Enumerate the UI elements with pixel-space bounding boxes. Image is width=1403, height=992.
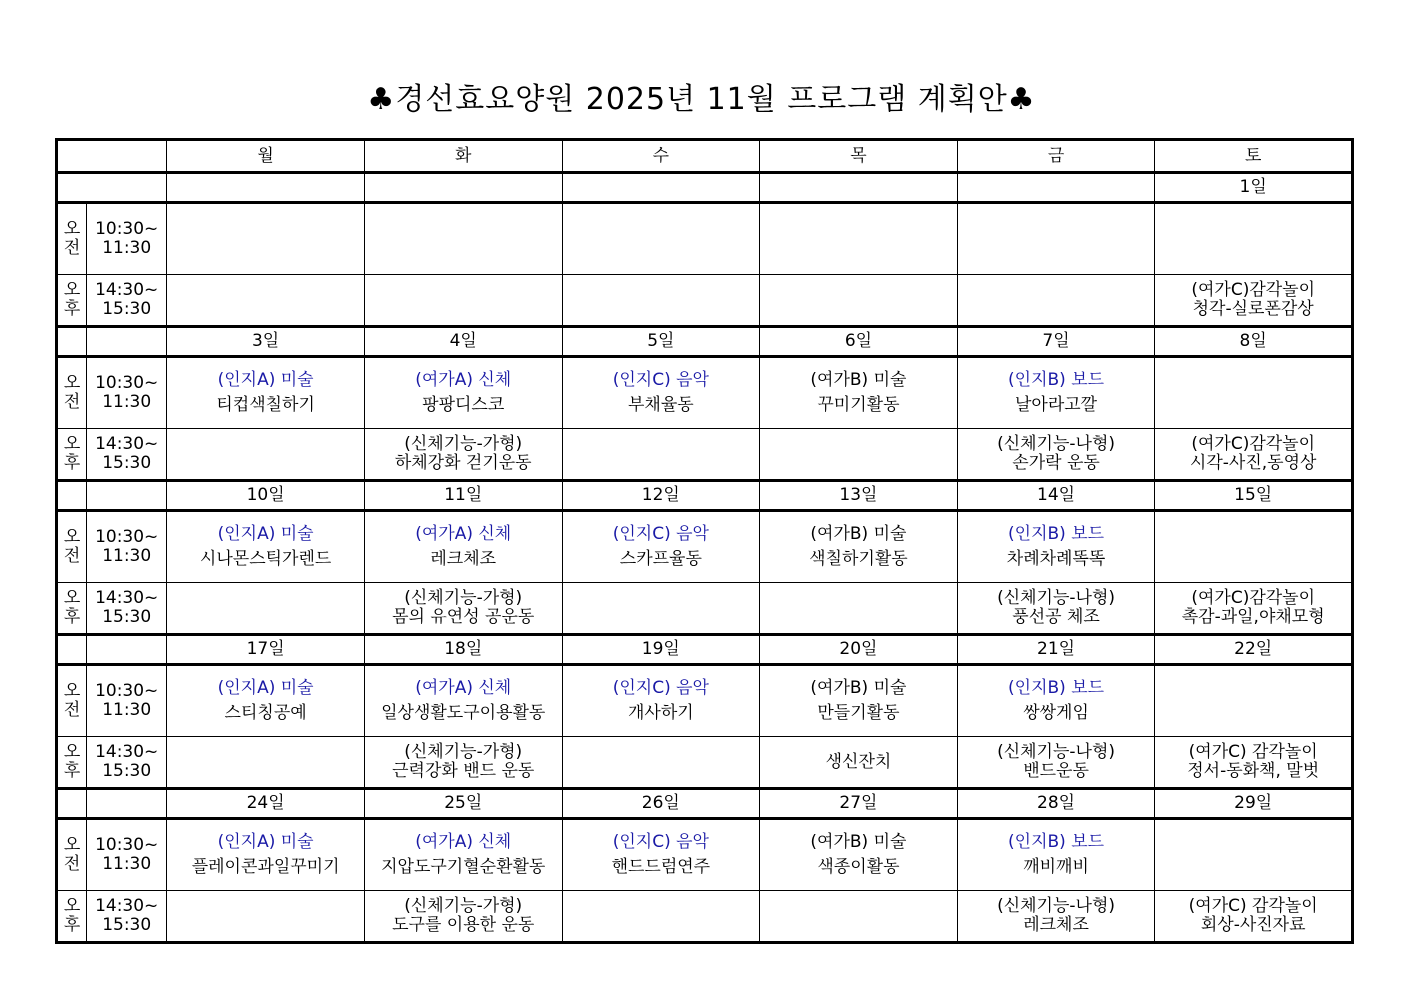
date-cell: 1일 [1155,173,1353,203]
date-cell: 8일 [1155,327,1353,357]
pm-time-cell [87,583,167,635]
afternoon-program-cell [364,891,562,943]
date-cell: 21일 [957,635,1155,665]
morning-row [57,357,1353,429]
morning-program-cell [562,511,760,583]
afternoon-program-cell [760,891,958,943]
pm-time-end: 15:30 [102,761,152,781]
pm-label-cell [57,275,87,327]
program-category: (여가A) 신체 [415,370,512,390]
morning-program-cell [364,511,562,583]
program-category: (여가A) 신체 [415,832,512,852]
pm-label-1: 오 [63,742,81,762]
afternoon-program-cell [760,275,958,327]
weekday-tue: 화 [364,140,562,173]
program-line-2: 밴드운동 [1023,761,1089,781]
pm-time-end: 15:30 [102,915,152,935]
am-time-cell [87,819,167,891]
morning-program-cell [957,203,1155,275]
program-line-2: 도구를 이용한 운동 [392,915,535,935]
program-line-2: 청각-실로폰감상 [1192,299,1314,319]
morning-program-cell [167,511,365,583]
program-category: (여가B) 미술 [810,832,907,852]
pm-time-cell [87,429,167,481]
am-time-start: 10:30~ [95,835,159,855]
date-cell: 11일 [364,481,562,511]
am-label-2: 전 [63,392,81,412]
program-activity: 색종이활동 [817,857,900,877]
program-activity: 만들기활동 [817,703,900,723]
program-line-2: 회상-사진자료 [1200,915,1306,935]
date-cell: 20일 [760,635,958,665]
afternoon-program-cell [167,891,365,943]
program-activity: 스카프율동 [619,549,702,569]
morning-program-cell [957,511,1155,583]
am-time-end: 11:30 [102,392,152,412]
afternoon-program-cell [1155,429,1353,481]
date-row-label-cell [87,327,167,357]
pm-label-cell [57,737,87,789]
pm-time-start: 14:30~ [95,742,159,762]
am-label-cell [57,819,87,891]
afternoon-program-cell [364,429,562,481]
am-label-1: 오 [63,681,81,701]
morning-program-cell [1155,357,1353,429]
date-cell: 17일 [167,635,365,665]
morning-program-cell [167,819,365,891]
weekday-thu: 목 [760,140,958,173]
program-line-1: (신체기능-가형) [404,896,523,916]
afternoon-program-cell [364,583,562,635]
pm-time-end: 15:30 [102,453,152,473]
program-category: (여가A) 신체 [415,678,512,698]
morning-program-cell [562,357,760,429]
program-activity: 팡팡디스코 [422,395,505,415]
program-category: (인지A) 미술 [217,832,314,852]
morning-program-cell [760,819,958,891]
program-line-2: 촉감-과일,야채모형 [1181,607,1325,627]
program-activity: 플레이콘과일꾸미기 [191,857,340,877]
afternoon-row [57,275,1353,327]
program-line-1: (여가C)감각놀이 [1191,434,1316,454]
program-line-1: (여가C)감각놀이 [1191,280,1316,300]
page-title: ♣경선효요양원 2025년 11월 프로그램 계획안♣ [367,82,1036,117]
afternoon-program-cell [1155,737,1353,789]
pm-time-end: 15:30 [102,607,152,627]
program-activity: 차례차례똑똑 [1006,549,1106,569]
morning-program-cell [957,357,1155,429]
pm-time-cell [87,275,167,327]
am-label-1: 오 [63,219,81,239]
pm-label-2: 후 [63,453,81,473]
morning-row [57,511,1353,583]
date-cell: 25일 [364,789,562,819]
program-category: (인지C) 음악 [612,678,709,698]
afternoon-program-cell [364,275,562,327]
program-category: (인지A) 미술 [217,370,314,390]
morning-program-cell [1155,819,1353,891]
morning-program-cell [562,665,760,737]
pm-label-cell [57,429,87,481]
date-row-label-cell [57,327,87,357]
afternoon-program-cell [957,275,1155,327]
date-cell: 22일 [1155,635,1353,665]
date-cell: 3일 [167,327,365,357]
header-corner-cell [57,140,167,173]
morning-program-cell [957,819,1155,891]
date-cell [167,173,365,203]
date-row-label-cell [87,635,167,665]
program-line-2: 정서-동화책, 말벗 [1187,761,1320,781]
program-category: (인지B) 보드 [1008,370,1105,390]
program-category: (인지A) 미술 [217,524,314,544]
am-label-1: 오 [63,373,81,393]
am-time-start: 10:30~ [95,681,159,701]
morning-program-cell [167,357,365,429]
am-time-cell [87,357,167,429]
date-cell: 29일 [1155,789,1353,819]
morning-program-cell [364,819,562,891]
program-category: (인지A) 미술 [217,678,314,698]
program-activity: 스티칭공예 [224,703,307,723]
morning-program-cell [167,665,365,737]
date-cell: 26일 [562,789,760,819]
program-category: (여가B) 미술 [810,524,907,544]
date-cell [957,173,1155,203]
date-row [57,327,1353,357]
program-line-1: (신체기능-가형) [404,588,523,608]
program-category: (인지B) 보드 [1008,524,1105,544]
program-line-1: (신체기능-나형) [997,896,1116,916]
am-time-end: 11:30 [102,546,152,566]
program-line-2: 몸의 유연성 공운동 [392,607,535,627]
am-label-2: 전 [63,546,81,566]
morning-program-cell [364,203,562,275]
pm-time-start: 14:30~ [95,588,159,608]
date-cell: 28일 [957,789,1155,819]
am-label-cell [57,357,87,429]
date-cell: 15일 [1155,481,1353,511]
date-cell: 6일 [760,327,958,357]
date-cell: 5일 [562,327,760,357]
pm-label-2: 후 [63,915,81,935]
afternoon-program-cell [562,583,760,635]
afternoon-program-cell [760,583,958,635]
afternoon-program-cell [562,737,760,789]
program-activity: 부채율동 [627,395,694,415]
date-cell: 27일 [760,789,958,819]
afternoon-program-cell [1155,275,1353,327]
date-row-label-cell [87,789,167,819]
date-cell: 10일 [167,481,365,511]
morning-program-cell [167,203,365,275]
afternoon-program-cell [1155,891,1353,943]
program-category: (여가B) 미술 [810,678,907,698]
program-activity: 색칠하기활동 [809,549,908,569]
pm-time-start: 14:30~ [95,434,159,454]
date-cell [562,173,760,203]
afternoon-row [57,891,1353,943]
date-row [57,635,1353,665]
afternoon-program-cell [562,429,760,481]
am-label-1: 오 [63,527,81,547]
date-row-label-cell [57,481,87,511]
program-schedule-table [55,138,1354,944]
program-category: (인지B) 보드 [1008,678,1105,698]
afternoon-program-cell [364,737,562,789]
am-label-1: 오 [63,835,81,855]
morning-row [57,819,1353,891]
am-label-cell [57,511,87,583]
date-cell: 18일 [364,635,562,665]
program-line-2: 레크체조 [1023,915,1089,935]
pm-time-start: 14:30~ [95,896,159,916]
afternoon-program-cell [760,737,958,789]
am-label-cell [57,203,87,275]
pm-label-1: 오 [63,896,81,916]
date-row [57,789,1353,819]
program-category: (인지C) 음악 [612,524,709,544]
am-label-2: 전 [63,854,81,874]
program-activity: 쌍쌍게임 [1023,703,1089,723]
program-line-1: (신체기능-가형) [404,434,523,454]
program-activity: 깨비깨비 [1023,857,1089,877]
pm-label-2: 후 [63,761,81,781]
date-cell [760,173,958,203]
date-cell: 4일 [364,327,562,357]
pm-label-1: 오 [63,434,81,454]
date-row-label-cell [57,173,167,203]
afternoon-program-cell [167,583,365,635]
date-row [57,481,1353,511]
date-row-label-cell [87,481,167,511]
program-line-2: 시각-사진,동영상 [1189,453,1317,473]
morning-program-cell [957,665,1155,737]
weekday-mon: 월 [167,140,365,173]
pm-label-1: 오 [63,280,81,300]
morning-program-cell [1155,203,1353,275]
am-time-start: 10:30~ [95,219,159,239]
program-line-1: (여가C) 감각놀이 [1188,896,1318,916]
program-activity: 개사하기 [627,703,694,723]
program-activity: 꾸미기활동 [817,395,900,415]
pm-label-cell [57,583,87,635]
program-category: (인지C) 음악 [612,832,709,852]
morning-program-cell [760,203,958,275]
program-line-1: (신체기능-나형) [997,742,1116,762]
pm-time-start: 14:30~ [95,280,159,300]
date-cell: 14일 [957,481,1155,511]
afternoon-program-cell [167,429,365,481]
afternoon-program-cell [957,891,1155,943]
afternoon-program-cell [760,429,958,481]
date-cell: 7일 [957,327,1155,357]
program-line-2: 근력강화 밴드 운동 [392,761,535,781]
pm-time-end: 15:30 [102,299,152,319]
program-activity: 시나몬스틱가렌드 [199,549,332,569]
pm-label-2: 후 [63,299,81,319]
morning-program-cell [364,357,562,429]
morning-program-cell [1155,665,1353,737]
pm-label-1: 오 [63,588,81,608]
date-cell: 24일 [167,789,365,819]
program-line-1: (여가C) 감각놀이 [1188,742,1318,762]
program-category: (여가A) 신체 [415,524,512,544]
am-time-end: 11:30 [102,700,152,720]
date-cell: 13일 [760,481,958,511]
am-label-cell [57,665,87,737]
weekday-fri: 금 [957,140,1155,173]
date-cell [364,173,562,203]
afternoon-row [57,737,1353,789]
date-row-label-cell [57,789,87,819]
morning-row [57,203,1353,275]
program-activity: 티컵색칠하기 [216,395,315,415]
am-time-end: 11:30 [102,238,152,258]
am-time-cell [87,203,167,275]
morning-program-cell [760,511,958,583]
morning-row [57,665,1353,737]
pm-label-2: 후 [63,607,81,627]
program-line-1: (신체기능-나형) [997,588,1116,608]
am-time-cell [87,665,167,737]
am-time-cell [87,511,167,583]
am-time-start: 10:30~ [95,527,159,547]
program-activity: 지압도구기혈순환활동 [381,857,546,877]
afternoon-program-cell [562,891,760,943]
program-activity: 날아라고깔 [1014,395,1098,415]
morning-program-cell [562,203,760,275]
program-activity: 일상생활도구이용활동 [381,703,546,723]
afternoon-program-cell [957,429,1155,481]
weekday-sat: 토 [1155,140,1353,173]
program-line-2: 풍선공 체조 [1012,607,1100,627]
pm-label-cell [57,891,87,943]
program-line-1: (신체기능-나형) [997,434,1116,454]
program-category: (인지C) 음악 [612,370,709,390]
am-label-2: 전 [63,238,81,258]
program-category: (인지B) 보드 [1008,832,1105,852]
am-label-2: 전 [63,700,81,720]
afternoon-program-cell [957,737,1155,789]
afternoon-row [57,583,1353,635]
afternoon-program-cell [957,583,1155,635]
program-line-2: 손가락 운동 [1012,453,1100,473]
morning-program-cell [364,665,562,737]
afternoon-row [57,429,1353,481]
weekday-wed: 수 [562,140,760,173]
pm-time-cell [87,891,167,943]
morning-program-cell [1155,511,1353,583]
program-activity: 핸드드럼연주 [611,857,711,877]
afternoon-program-cell [1155,583,1353,635]
morning-program-cell [760,357,958,429]
program-line-1: 생신잔치 [825,751,892,772]
date-row-label-cell [57,635,87,665]
weekday-header-row [57,140,1353,173]
morning-program-cell [760,665,958,737]
afternoon-program-cell [562,275,760,327]
program-category: (여가B) 미술 [810,370,907,390]
date-cell: 19일 [562,635,760,665]
program-line-1: (신체기능-가형) [404,742,523,762]
date-cell: 12일 [562,481,760,511]
program-line-1: (여가C)감각놀이 [1191,588,1316,608]
am-time-end: 11:30 [102,854,152,874]
program-line-2: 하체강화 걷기운동 [394,453,532,473]
date-row [57,173,1353,203]
afternoon-program-cell [167,275,365,327]
morning-program-cell [562,819,760,891]
am-time-start: 10:30~ [95,373,159,393]
pm-time-cell [87,737,167,789]
afternoon-program-cell [167,737,365,789]
program-activity: 레크체조 [430,549,497,569]
